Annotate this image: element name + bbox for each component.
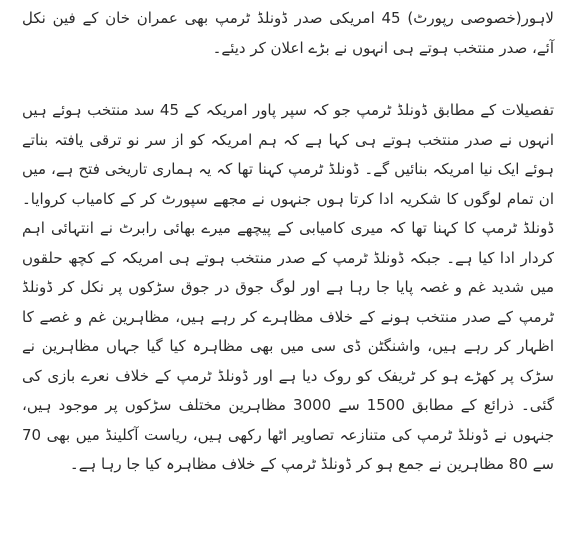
article-intro-paragraph: لاہور(خصوصی رپورٹ) 45 امریکی صدر ڈونلڈ ٹرمپ بھی عمران خان کے فین نکل آئے، صدر منتخب ہوتے ہی انہوں نے بڑے اعلان کر دیئے۔ [22, 9, 554, 57]
article-body-paragraph: تفصیلات کے مطابق ڈونلڈ ٹرمپ جو کہ سپر پاور امریکہ کے 45 سد منتخب ہوئے ہیں انہوں نے صدر منتخب ہوتے ہی کہا ہے کہ ہم امریکہ کو از سر نو ترقی یافتہ بناتے ہوئے ایک نیا امریکہ بنائیں گے۔ ڈونلڈ ٹرمپ کہنا تھا کہ یہ ہماری تاریخی فتح ہے، میں ان تمام لوگوں کا شکریہ ادا کرتا ہوں جنہوں نے مجھے سپورٹ کر کے کامیاب کروایا۔ ڈونلڈ ٹرمپ کا کہنا تھا کہ میری کامیابی کے پیچھے میرے بھائی رابرٹ نے انتہائی اہم کردار ادا کیا ہے۔ جبکہ ڈونلڈ ٹرمپ کے صدر منتخب ہوتے ہی امریکہ کے کچھ حلقوں میں شدید غم و غصہ پایا جا رہا ہے اور لوگ جوق در جوق سڑکوں پر نکل کر ڈونلڈ ٹرمپ کے صدر منتخب ہونے کے خلاف مظاہرے کر رہے ہیں، مظاہرین غم و غصے کا اظہار کر رہے ہیں، واشنگٹن ڈی سی میں بھی مظاہرہ کیا گیا جہاں مظاہرین نے سڑک پر کھڑے ہو کر ٹریفک کو روک دیا ہے اور ڈونلڈ ٹرمپ کے خلاف نعرے بازی کی گئی۔ ذرائع کے مطابق 1500 سے 3000 مظاہرین مختلف سڑکوں پر موجود ہیں، جنہوں نے ڈونلڈ ٹرمپ کی متنازعہ تصاویر اٹھا رکھی ہیں، ریاست آکلینڈ میں بھی 70 سے 80 مظاہرین نے جمع ہو کر ڈونلڈ ٹرمپ کے خلاف مظاہرہ کیا جا رہا ہے۔ [22, 101, 554, 473]
